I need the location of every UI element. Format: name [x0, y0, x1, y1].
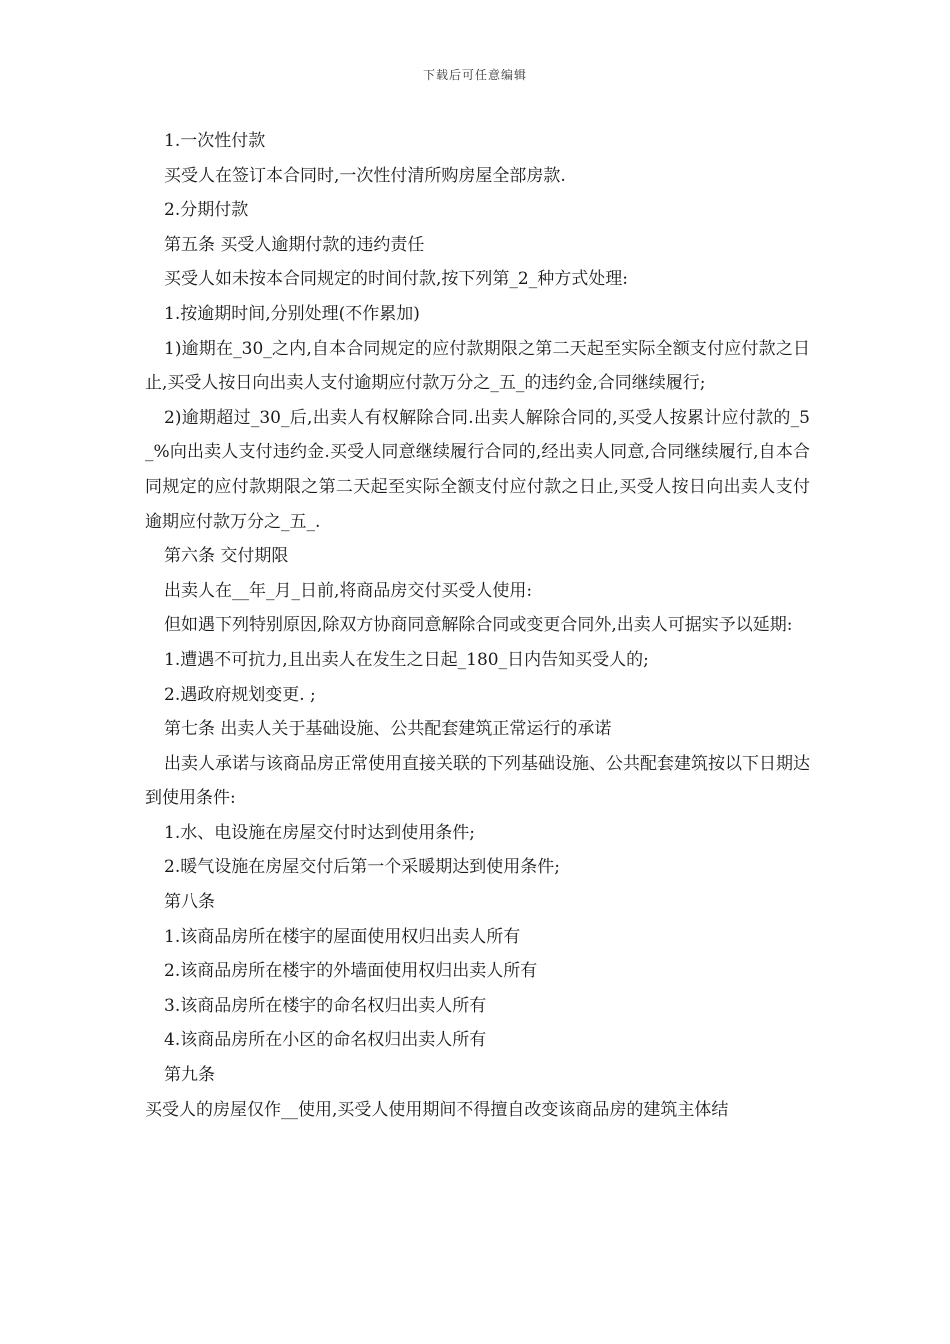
- paragraph: 1.按逾期时间,分别处理(不作累加): [164, 303, 420, 324]
- document-body: [145, 124, 810, 1127]
- paragraph: 2.暖气设施在房屋交付后第一个采暖期达到使用条件;: [164, 857, 560, 878]
- section-heading: 第七条 出卖人关于基础设施、公共配套建筑正常运行的承诺: [164, 719, 612, 740]
- page-header: 下载后可任意编辑: [422, 68, 527, 82]
- section-heading: 第五条 买受人逾期付款的违约责任: [164, 234, 425, 255]
- paragraph: 出卖人承诺与该商品房正常使用直接关联的下列基础设施、公共配套建筑按以下日期达到使用条件:: [145, 753, 810, 809]
- paragraph: 1.该商品房所在楼宇的屋面使用权归出卖人所有: [164, 926, 521, 947]
- section-heading: 第九条: [164, 1065, 215, 1086]
- paragraph: 2)逾期超过_30_后,出卖人有权解除合同.出卖人解除合同的,买受人按累计应付款的_5_%向出卖人支付违约金.买受人同意继续履行合同的,经出卖人同意,合同继续履行,自本合同规定的应付款期限之第二天起至实际全额支付应付款之日止,买受人按日向出卖人支付逾期应付款万分之_五_.: [145, 407, 810, 532]
- paragraph: 但如遇下列特别原因,除双方协商同意解除合同或变更合同外,出卖人可据实予以延期:: [164, 615, 793, 636]
- paragraph: 2.遇政府规划变更. ;: [164, 684, 316, 705]
- paragraph: 3.该商品房所在楼宇的命名权归出卖人所有: [164, 995, 487, 1016]
- paragraph: 4.该商品房所在小区的命名权归出卖人所有: [164, 1030, 487, 1051]
- section-heading: 第六条 交付期限: [164, 546, 289, 567]
- paragraph: 买受人如未按本合同规定的时间付款,按下列第_2_种方式处理:: [164, 269, 628, 290]
- paragraph: 2.该商品房所在楼宇的外墙面使用权归出卖人所有: [164, 961, 538, 982]
- paragraph: 买受人在签订本合同时,一次性付清所购房屋全部房款.: [164, 165, 566, 186]
- paragraph: 1.一次性付款: [164, 131, 266, 151]
- paragraph: 买受人的房屋仅作__使用,买受人使用期间不得擅自改变该商品房的建筑主体结: [145, 1099, 729, 1120]
- paragraph: 1.遭遇不可抗力,且出卖人在发生之日起_180_日内告知买受人的;: [164, 649, 649, 670]
- paragraph: 1)逾期在_30_之内,自本合同规定的应付款期限之第二天起至实际全额支付应付款之日止,买受人按日向出卖人支付逾期应付款万分之_五_的违约金,合同继续履行;: [145, 338, 810, 394]
- paragraph: 1.水、电设施在房屋交付时达到使用条件;: [164, 822, 475, 843]
- paragraph: 2.分期付款: [164, 200, 249, 221]
- section-heading: 第八条: [164, 892, 215, 913]
- paragraph: 出卖人在__年_月_日前,将商品房交付买受人使用:: [164, 580, 533, 601]
